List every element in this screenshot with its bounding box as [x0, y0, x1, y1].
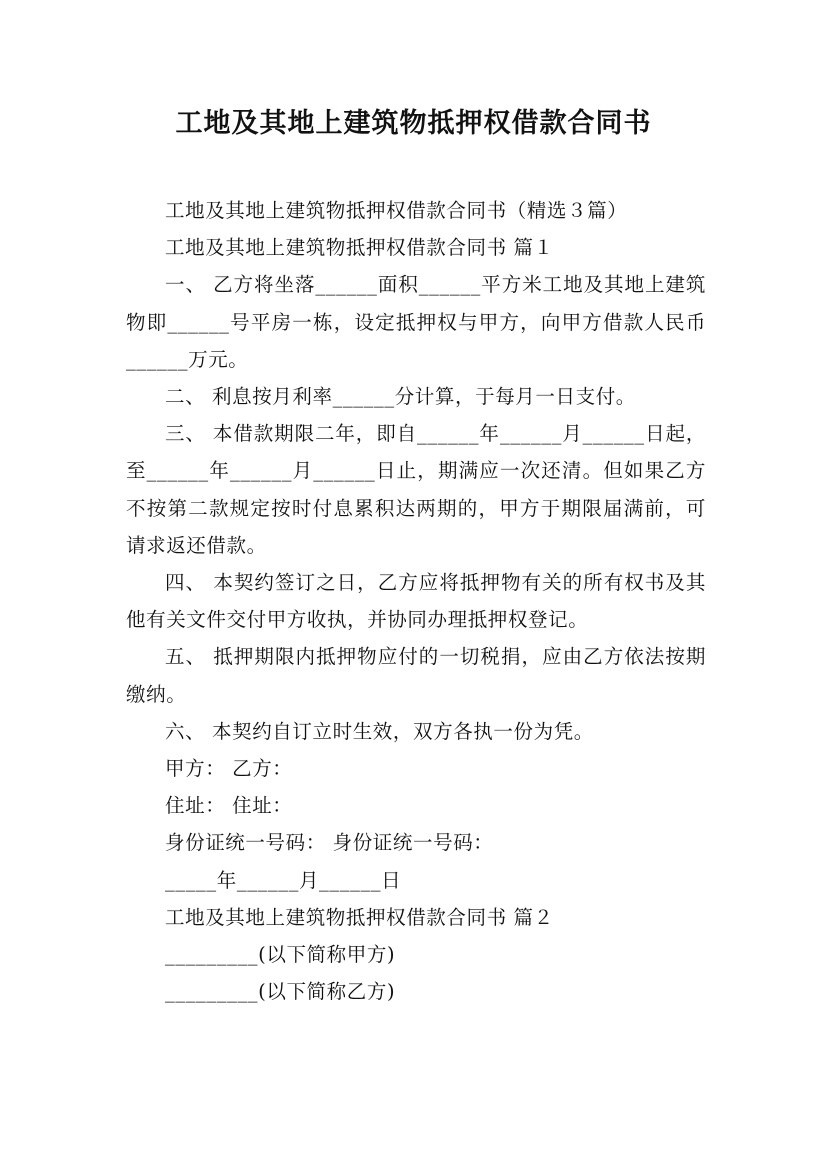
paragraph-party-b: _________(以下简称乙方): [165, 980, 396, 1004]
paragraph-date: _____年______月______日: [165, 868, 402, 892]
paragraph-parties: 甲方： 乙方：: [165, 757, 293, 781]
paragraph-part1-heading: 工地及其地上建筑物抵押权借款合同书 篇１: [165, 236, 554, 260]
paragraph-clause-6: 六、 本契约自订立时生效，双方各执一份为凭。: [165, 719, 594, 743]
document-body: [126, 192, 706, 1010]
paragraph-clause-2: 二、 利息按月利率______分计算，于每月一日支付。: [165, 385, 636, 409]
paragraph-clause-3: 三、 本借款期限二年，即自______年______月______日起，至______年______月______日止，期满应一次还清。但如果乙方不按第二款规定按时付息累积达两期的，甲方于期限届满前，可请求返还借款。: [126, 422, 706, 557]
paragraph-part2-heading: 工地及其地上建筑物抵押权借款合同书 篇２: [165, 905, 554, 929]
paragraph-clause-1: 一、 乙方将坐落______面积______平方米工地及其地上建筑物即______号平房一栋，设定抵押权与甲方，向甲方借款人民币______万元。: [126, 273, 706, 371]
paragraph-clause-4: 四、 本契约签订之日，乙方应将抵押物有关的所有权书及其他有关文件交付甲方收执，并协同办理抵押权登记。: [126, 571, 706, 632]
paragraph-party-a: _________(以下简称甲方): [165, 943, 396, 967]
paragraph-addresses: 住址： 住址：: [165, 794, 293, 818]
document-title: 工地及其地上建筑物抵押权借款合同书: [175, 108, 652, 139]
paragraph-id-numbers: 身份证统一号码： 身份证统一号码：: [165, 831, 494, 855]
paragraph-collection-heading: 工地及其地上建筑物抵押权借款合同书（精选３篇）: [165, 199, 628, 222]
paragraph-clause-5: 五、 抵押期限内抵押物应付的一切税捐，应由乙方依法按期缴纳。: [126, 645, 706, 706]
